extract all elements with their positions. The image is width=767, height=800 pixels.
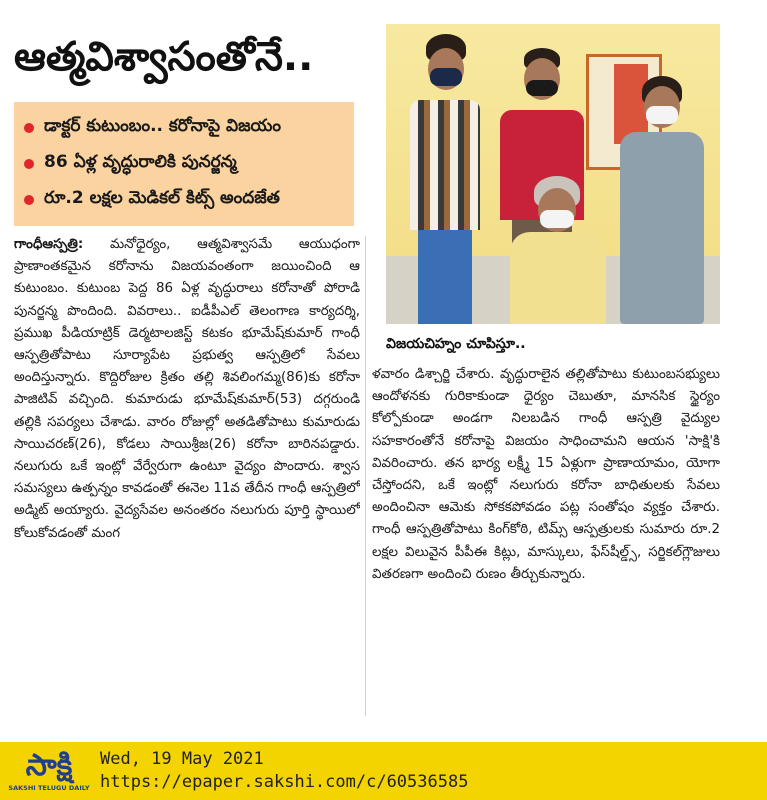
highlight-item [24,110,344,146]
logo-subtext: SAKSHI TELUGU DAILY [8,784,90,792]
person-right [612,76,712,324]
person-left [400,34,490,324]
epaper-link[interactable]: https://epaper.sakshi.com/c/60536585 [100,772,469,792]
highlight-item [24,182,344,218]
person-seated-elderly [502,176,612,324]
photo-caption: విజయచిహ్నం చూపిస్తూ.. [386,336,526,352]
logo-wordmark: సాక్షి [25,748,73,783]
article-photo [386,24,720,324]
highlight-item [24,146,344,182]
article-body-right-column [372,364,720,718]
bullet-icon [24,123,34,133]
highlight-text: 86 ఏళ్ల వృద్ధురాలికి పునర్జన్మ [44,152,237,172]
body-text-left: మనోధైర్యం, ఆత్మవిశ్వాసమే ఆయుధంగా ప్రాణాంతకమైన కరోనాను విజయవంతంగా జయించింది ఆ కుటుంబం. కుటుంబ పెద్ద 86 ఏళ్ల వృద్ధురాలు కరోనాతో పోరాడి పునర్జన్మ పొందింది. వివరాలు.. ఐడీపీఎల్ తెలంగాణ కార్యదర్శి, ప్రముఖ పీడియాట్రిక్ డెర్మటాలజిస్ట్ కటకం భూమేష్‌కుమార్ గాంధీ ఆస్పత్రితోపాటు సూర్యాపేట ప్రభుత్వ ఆస్పత్రిలో సేవలు అందిస్తున్నారు. కొద్దిరోజుల క్రితం తల్లి శివలింగమ్మ(86)కు కరోనా పాజిటివ్ వచ్చింది. కుమారుడు భూమేష్‌కుమార్(53) దగ్గరుండి తల్లికి సపర్యలు చేశాడు. వారం రోజుల్లో అతడితోపాటు కుమారుడు సాయిచరణ్(26), కోడలు సాయిశ్రీజ(26) కరోనా బారినపడ్డారు. నలుగురు ఒకే ఇంట్లో వేర్వేరుగా ఉంటూ వైద్యం పొందారు. శ్వాస సమస్యలు ఉత్పన్నం కావడంతో ఈనెల 11వ తేదీన గాంధీ ఆస్పత్రిలో అడ్మిట్ అయ్యారు. వైద్యసేవల అనంతరం నలుగురు పూర్తి స్థాయిలో కోలుకోవడంతో మంగ [14,237,360,541]
sakshi-logo [6,748,92,794]
bullet-icon [24,159,34,169]
dateline: గాంధీఆస్పత్రి: [14,237,84,252]
highlight-text: డాక్టర్ కుటుంబం.. కరోనాపై విజయం [44,116,282,136]
body-text-right: ళవారం డిశ్చార్జి చేశారు. వృద్ధురాలైన తల్లితోపాటు కుటుంబసభ్యులు ఆందోళనకు గురికాకుండా ధైర్యం చెబుతూ, మానసిక స్థైర్యం కోల్పోకుండా అండగా నిలబడిన గాంధీ ఆస్పత్రి వైద్యుల సహకారంతోనే కరోనాపై విజయం సాధించామని ఆయన 'సాక్షి'కి వివరించారు. తన భార్య లక్ష్మీ 15 ఏళ్లుగా ప్రాణాయామం, యోగా చేస్తోందని, ఒకే ఇంట్లో నలుగురు కరోనా బాధితులకు సేవలు అందించినా ఆమెకు సోకకపోవడం పట్ల సంతోషం వ్యక్తం చేశారు. గాంధీ ఆస్పత్రితోపాటు కింగ్‌కోఠి, టిమ్స్ ఆస్పత్రులకు సుమారు రూ.2 లక్షల విలువైన పీపీఈ కిట్లు, మాస్కులు, ఫేస్‌షీల్డ్స్, సర్జికల్‌గ్లౌజులు వితరణగా అందించి రుణం తీర్చుకున్నారు. [372,367,720,582]
article-body-left-column [14,234,360,718]
epaper-footer [0,742,767,800]
article-headline: ఆత్మవిశ్వాసంతోనే.. [14,34,314,80]
highlights-box [14,102,354,226]
column-divider [365,236,366,716]
publish-date: Wed, 19 May 2021 [100,749,264,769]
highlight-text: రూ.2 లక్షల మెడికల్ కిట్స్ అందజేత [44,188,280,208]
bullet-icon [24,195,34,205]
